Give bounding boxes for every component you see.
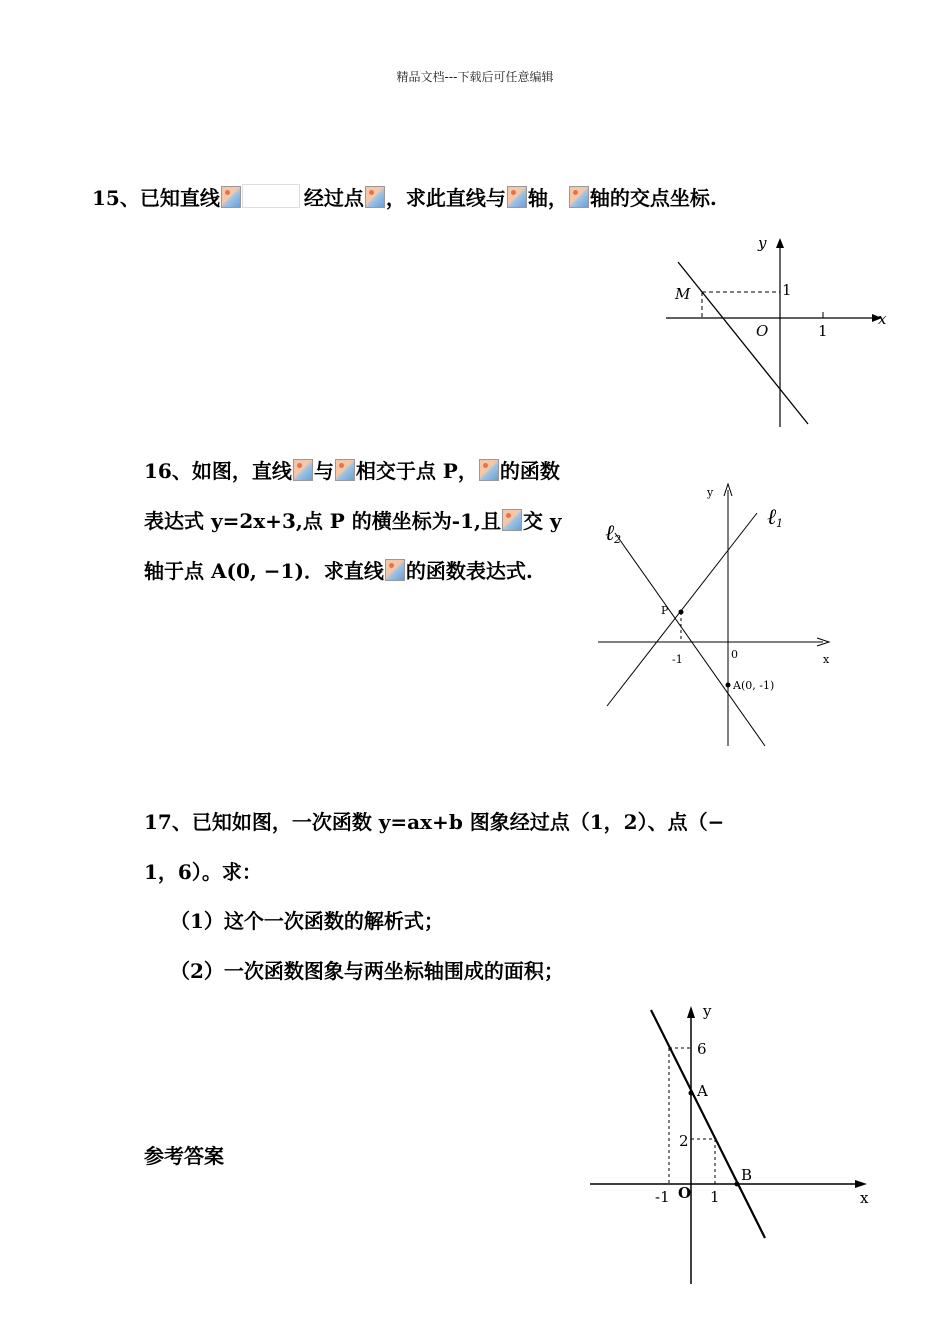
q15-text-3: ，求此直线与 xyxy=(385,186,506,210)
formula-image-icon xyxy=(507,186,527,208)
formula-image-icon xyxy=(335,459,355,481)
q15-text-1: 15、已知直线 xyxy=(92,186,220,210)
label-one-x: 1 xyxy=(818,322,828,340)
label-x: x xyxy=(860,1189,869,1207)
label-one-y: 1 xyxy=(782,281,792,299)
point-p xyxy=(679,610,684,615)
q16-text-1b: 与 xyxy=(313,459,334,483)
formula-image-icon xyxy=(569,186,589,208)
label-y: y xyxy=(707,486,714,499)
q16-text-1a: 16、如图，直线 xyxy=(144,459,292,483)
figure-17 xyxy=(585,998,885,1290)
label-x: x xyxy=(878,310,887,328)
formula-image-icon xyxy=(479,459,499,481)
question-17-part-1: （1）这个一次函数的解析式； xyxy=(170,909,444,933)
label-y: y xyxy=(703,1002,712,1020)
label-neg1: -1 xyxy=(672,653,683,666)
question-16-line-2 xyxy=(144,507,562,535)
label-b: B xyxy=(741,1166,753,1184)
formula-image-icon xyxy=(365,186,385,208)
label-y: y xyxy=(758,234,767,252)
label-origin: O xyxy=(756,322,769,340)
point-a xyxy=(726,683,731,688)
answers-title: 参考答案 xyxy=(144,1144,224,1168)
label-one: 1 xyxy=(710,1188,720,1206)
label-a: A xyxy=(697,1082,708,1100)
question-16-line-1 xyxy=(144,457,560,485)
label-two: 2 xyxy=(679,1132,689,1150)
q15-text-2: 经过点 xyxy=(303,186,364,210)
point-a xyxy=(689,1091,694,1096)
question-16-line-3 xyxy=(144,557,533,585)
label-l2: ℓ2 xyxy=(605,521,622,546)
label-m: M xyxy=(675,285,691,303)
formula-blank xyxy=(242,184,300,208)
q16-text-2b: 交 y xyxy=(522,509,562,533)
y-arrow-icon xyxy=(687,1006,695,1018)
q16-text-3a: 轴于点 A(0, −1)．求直线 xyxy=(144,559,384,583)
question-15 xyxy=(92,184,717,212)
formula-image-icon xyxy=(221,186,241,208)
question-17-line-2: 1，6）。求： xyxy=(144,860,262,884)
label-x: x xyxy=(823,653,830,666)
question-17-part-2: （2）一次函数图象与两坐标轴围成的面积； xyxy=(170,959,564,983)
point-b xyxy=(735,1182,740,1187)
page-header: 精品文档---下载后可任意编辑 xyxy=(396,70,554,84)
label-l1: ℓ1 xyxy=(767,505,784,530)
y-arrow-icon xyxy=(776,238,784,248)
formula-image-icon xyxy=(385,559,405,581)
label-origin: O xyxy=(678,1184,692,1202)
question-17-line-1: 17、已知如图，一次函数 y=ax+b 图象经过点（1，2）、点（− xyxy=(144,810,725,834)
line-l1 xyxy=(607,513,757,706)
q15-text-4: 轴， xyxy=(527,186,568,210)
label-neg-one: -1 xyxy=(655,1188,670,1206)
line-l2 xyxy=(615,533,765,746)
label-p: P xyxy=(661,604,669,617)
label-six: 6 xyxy=(697,1040,707,1058)
x-arrow-icon xyxy=(855,1180,867,1188)
label-a: A(0, -1) xyxy=(733,679,775,692)
figure-15 xyxy=(660,232,900,432)
formula-image-icon xyxy=(293,459,313,481)
q16-text-1c: 相交于点 P， xyxy=(355,459,478,483)
q16-text-2a: 表达式 y=2x+3,点 P 的横坐标为-1,且 xyxy=(144,509,501,533)
figure-16 xyxy=(595,478,840,750)
formula-image-icon xyxy=(502,509,522,531)
label-zero: 0 xyxy=(731,648,738,661)
q15-text-5: 轴的交点坐标. xyxy=(589,186,717,210)
q16-text-3b: 的函数表达式. xyxy=(405,559,533,583)
q16-text-1d: 的函数 xyxy=(499,459,560,483)
